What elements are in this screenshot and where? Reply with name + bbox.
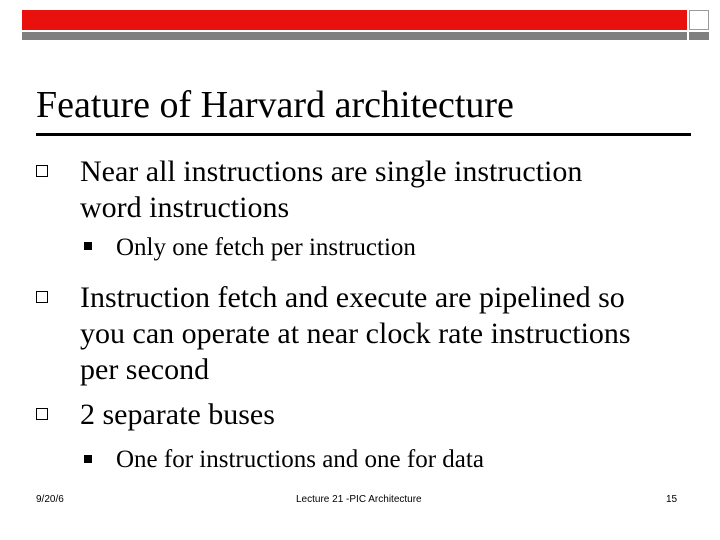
sub-bullet-2: One for instructions and one for data [116, 446, 484, 473]
slide-title: Feature of Harvard architecture [36, 84, 514, 126]
hollow-square-bullet-icon [36, 408, 48, 420]
bullet-2-line-3: per second [80, 353, 210, 386]
footer-page-number: 15 [666, 494, 678, 505]
bullet-2-line-2: you can operate at near clock rate instructions [80, 317, 631, 350]
bullet-1-line-1: Near all instructions are single instruction [80, 155, 583, 188]
footer-title: Lecture 21 -PIC Architecture [296, 494, 422, 505]
hollow-square-bullet-icon [36, 291, 48, 303]
bullet-1-line-2: word instructions [80, 191, 290, 224]
header-square-top [689, 10, 709, 30]
header-gray-bar [22, 32, 687, 40]
header-red-bar [22, 10, 687, 30]
footer-date: 9/20/6 [36, 494, 64, 505]
solid-square-bullet-icon [84, 242, 92, 250]
slide-header-bar [22, 10, 712, 40]
bullet-2-line-1: Instruction fetch and execute are pipelined so [80, 281, 625, 314]
title-underline [36, 133, 691, 136]
bullet-3: 2 separate buses [80, 398, 275, 431]
sub-bullet-1: Only one fetch per instruction [116, 234, 416, 261]
header-square-bottom [689, 32, 709, 40]
hollow-square-bullet-icon [36, 165, 48, 177]
solid-square-bullet-icon [84, 455, 92, 463]
